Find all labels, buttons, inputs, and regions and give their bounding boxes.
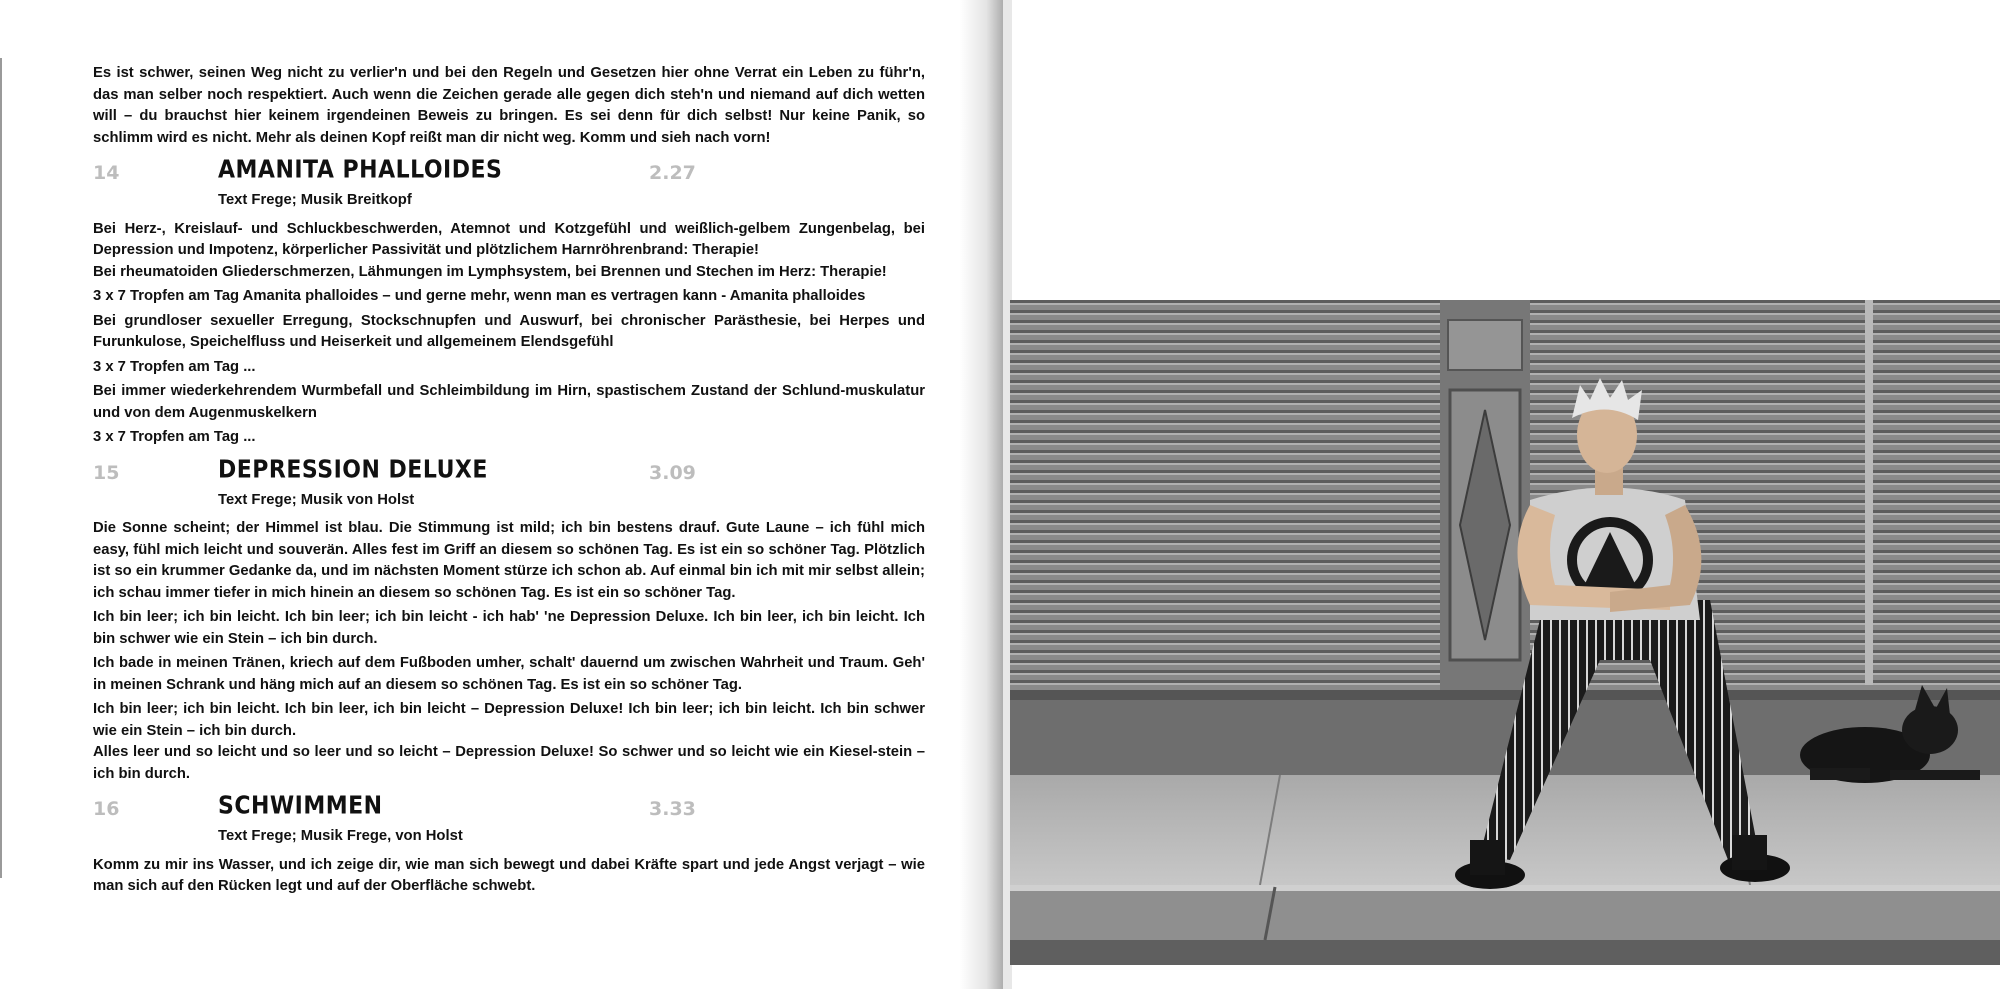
intro-paragraph: Es ist schwer, seinen Weg nicht zu verlier'n und bei den Regeln und Gesetzen hier ohne Verrat ein Leben zu führ'n, das man selber noch respektiert. Auch wenn die Zeichen gerade alle gegen dich steh'n und niemand auf dich wetten will – du brauchst hier keinem irgendeinen Beweis zu bringen. Es sei denn für dich selbst! Nur keine Panik, so schlimm wird es nicht. Mehr als deinen Kopf reißt man dir nicht weg. Komm und sieh nach vorn! xyxy=(93,65,925,146)
song-header-15 xyxy=(93,455,925,493)
song-title: DEPRESSION DELUXE xyxy=(218,455,488,484)
spine-shadow xyxy=(960,0,1008,989)
band-photo-image xyxy=(1010,300,2000,965)
band-photo xyxy=(1010,300,2000,965)
track-duration: 3.09 xyxy=(649,461,696,484)
page-edge xyxy=(0,58,2,878)
track-duration: 2.27 xyxy=(649,162,696,184)
song-credits: Text Frege; Musik von Holst xyxy=(218,491,415,508)
lyrics-stanza xyxy=(93,653,925,696)
track-number: 16 xyxy=(93,798,120,820)
song-header-16 xyxy=(93,792,925,829)
lyrics-line: Ich bade in meinen Tränen, kriech auf dem Fußboden umher, schalt' dauernd um zwischen Wahrheit und Traum. Geh' in meinen Schrank und häng mich auf an diesem so schönen Tag. Es ist ein so schöner Tag. xyxy=(93,655,925,693)
lyrics-stanza xyxy=(93,427,925,449)
lyrics-stanza xyxy=(93,219,925,284)
lyrics-line: Alles leer und so leicht und so leer und so leicht – Depression Deluxe! So schwer und so leicht wie ein Kiesel-stein – ich bin durch. xyxy=(93,744,925,782)
lyrics-stanza xyxy=(93,699,925,785)
lyrics-column xyxy=(93,63,925,901)
shutter-left xyxy=(1010,300,1440,690)
lyrics-stanza xyxy=(93,855,925,898)
lyrics-line: Ich bin leer; ich bin leicht. Ich bin leer; ich bin leicht - ich hab' 'ne Depression Deluxe. Ich bin leer, ich bin leicht. Ich bin schwer wie ein Stein – ich bin durch. xyxy=(93,609,925,647)
song-credits: Text Frege; Musik Breitkopf xyxy=(218,192,412,208)
lyrics-line: 3 x 7 Tropfen am Tag ... xyxy=(93,358,256,375)
lyrics-stanza xyxy=(93,286,925,308)
track-number: 15 xyxy=(93,461,120,484)
lyrics-stanza xyxy=(93,381,925,424)
lyrics-line: Komm zu mir ins Wasser, und ich zeige dir, wie man sich bewegt und dabei Kräfte spart und jede Angst verjagt – wie man sich auf den Rücken legt und auf der Oberfläche schwebt. xyxy=(93,856,925,894)
lyrics-line: Bei rheumatoiden Gliederschmerzen, Lähmungen im Lymphsystem, bei Brennen und Stechen im Herz: Therapie! xyxy=(93,263,887,280)
lyrics-line: 3 x 7 Tropfen am Tag Amanita phalloides – und gerne mehr, wenn man es vertragen kann - Amanita phalloides xyxy=(93,288,866,304)
lyrics-line: Die Sonne scheint; der Himmel ist blau. Die Stimmung ist mild; ich bin bestens drauf. Gute Laune – ich fühl mich easy, fühl mich leicht und souverän. Alles fest im Griff an diesem so schönen Tag. Es ist ein so schöner Tag. Plötzlich ist so ein krummer Gedanke da, und im nächsten Moment stürze ich schon ab. Auf einmal bin ich mit mir selbst allein; ich schau immer tiefer in mich hinein an diesem so schönen Tag. Es ist ein so schöner Tag. xyxy=(93,520,925,601)
lyrics-stanza xyxy=(93,518,925,604)
lyrics-line: Bei immer wiederkehrendem Wurmbefall und Schleimbildung im Hirn, spastischem Zustand der Schlund-muskulatur und von dem Augenmuskelkern xyxy=(93,383,925,421)
lyrics-stanza xyxy=(93,311,925,354)
curb xyxy=(1010,885,2000,940)
lyrics-stanza xyxy=(93,357,925,379)
track-duration: 3.33 xyxy=(649,798,696,820)
lyrics-line: 3 x 7 Tropfen am Tag ... xyxy=(93,429,256,445)
song-credits: Text Frege; Musik Frege, von Holst xyxy=(218,828,463,844)
song-header-14 xyxy=(93,156,925,193)
lyrics-line: Ich bin leer; ich bin leicht. Ich bin leer, ich bin leicht – Depression Deluxe! Ich bin leer; ich bin leicht. Ich bin schwer wie ein Stein – ich bin durch. xyxy=(93,701,925,739)
lyrics-stanza xyxy=(93,607,925,650)
lyrics-line: Bei grundloser sexueller Erregung, Stockschnupfen und Auswurf, bei chronischer Parästhesie, bei Herpes und Furunkulose, Speichelfluss und Heiserkeit und allgemeinem Elendsgefühl xyxy=(93,312,925,350)
song-title: AMANITA PHALLOIDES xyxy=(218,156,503,185)
song-title: SCHWIMMEN xyxy=(218,792,383,821)
lyrics-line: Bei Herz-, Kreislauf- und Schluckbeschwerden, Atemnot und Kotzgefühl und weißlich-gelbem Zungenbelag, bei Depression und Impotenz, körperlicher Passivität und plötzlichem Harnröhrenbrand: Therapie! xyxy=(93,220,925,258)
track-number: 14 xyxy=(93,162,120,184)
